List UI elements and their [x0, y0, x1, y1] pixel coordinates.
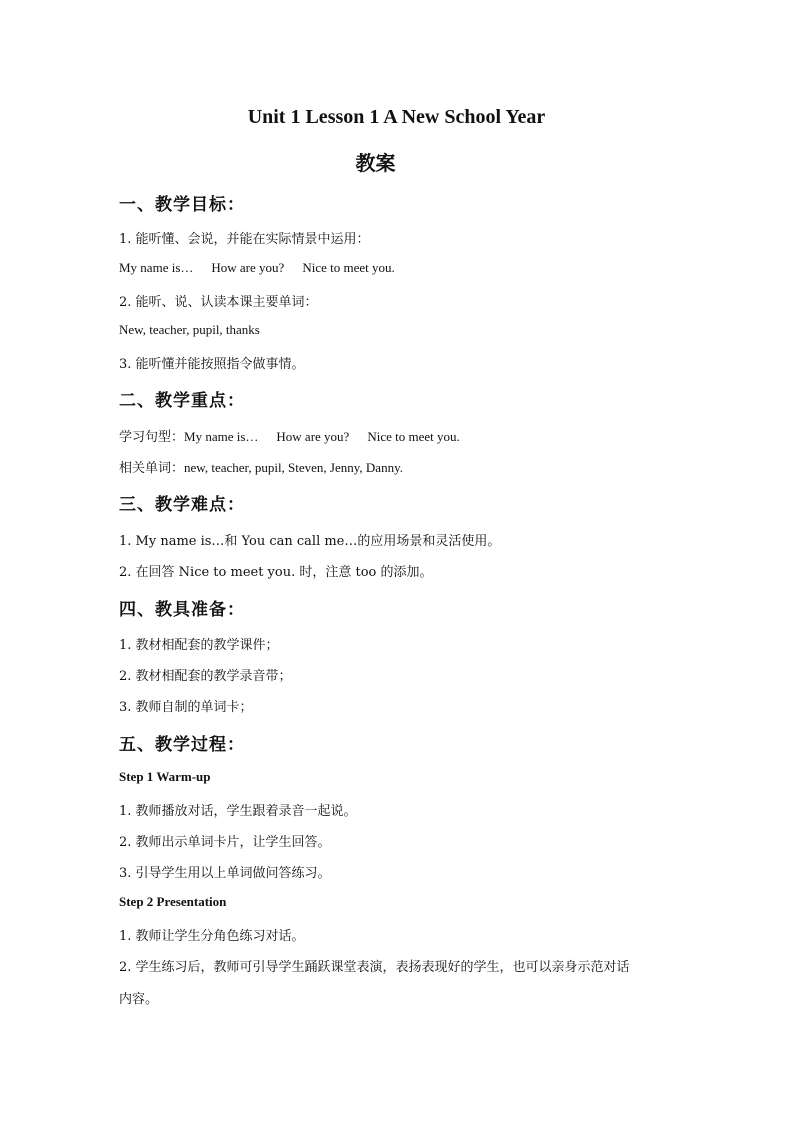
document-title: Unit 1 Lesson 1 A New School Year	[247, 106, 546, 128]
phrase-2: How are you?	[211, 260, 285, 275]
key-words	[119, 457, 403, 476]
difficulty-item-1: 1. My name is…和 You can call me…的应用场景和灵活使用。	[119, 534, 501, 549]
objective-item-3: 3. 能听懂并能按照指令做事情。	[119, 357, 305, 372]
objective-phrases	[119, 260, 395, 276]
key-sentences-label: 学习句型：	[119, 430, 185, 445]
step-1-item-1: 1. 教师播放对话，学生跟着录音一起说。	[119, 804, 357, 819]
difficulty-item-2: 2. 在回答 Nice to meet you. 时，注意 too 的添加。	[119, 565, 433, 580]
objective-item-2: 2. 能听、说、认读本课主要单词：	[119, 295, 318, 310]
step-2-item-2-line-2: 内容。	[119, 992, 159, 1007]
objective-words: New, teacher, pupil, thanks	[119, 322, 260, 337]
key-sentence-3: Nice to meet you.	[367, 429, 460, 444]
step-1-item-2: 2. 教师出示单词卡片，让学生回答。	[119, 835, 331, 850]
step-2-title: Step 2 Presentation	[119, 894, 227, 909]
section-heading-objectives: 一、教学目标：	[119, 195, 245, 215]
objective-item-1: 1. 能听懂、会说，并能在实际情景中运用：	[119, 232, 370, 247]
material-item-3: 3. 教师自制的单词卡；	[119, 700, 253, 715]
key-words-label: 相关单词：	[119, 461, 185, 476]
phrase-3: Nice to meet you.	[302, 260, 395, 275]
phrase-1: My name is…	[119, 260, 194, 275]
key-sentences	[119, 426, 460, 445]
section-heading-process: 五、教学过程：	[119, 735, 245, 755]
key-words-list: new, teacher, pupil, Steven, Jenny, Danny.	[184, 460, 403, 475]
step-1-item-3: 3. 引导学生用以上单词做问答练习。	[119, 866, 331, 881]
section-heading-key-points: 二、教学重点：	[119, 391, 245, 411]
key-sentence-2: How are you?	[276, 429, 350, 444]
document-subtitle: 教案	[355, 151, 396, 175]
material-item-1: 1. 教材相配套的教学课件；	[119, 638, 279, 653]
material-item-2: 2. 教材相配套的教学录音带；	[119, 669, 292, 684]
section-heading-difficulties: 三、教学难点：	[119, 495, 245, 515]
key-sentence-1: My name is…	[184, 429, 259, 444]
step-2-item-2-line-1: 2. 学生练习后，教师可引导学生踊跃课堂表演，表扬表现好的学生，也可以亲身示范对话	[119, 960, 630, 975]
step-1-title: Step 1 Warm-up	[119, 769, 211, 784]
section-heading-materials: 四、教具准备：	[119, 600, 245, 620]
step-2-item-1: 1. 教师让学生分角色练习对话。	[119, 929, 305, 944]
